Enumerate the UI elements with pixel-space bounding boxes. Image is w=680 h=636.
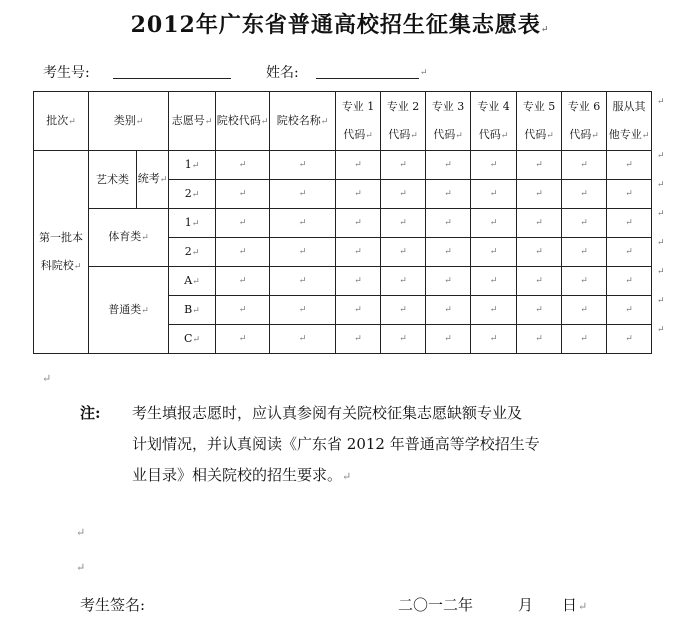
input-cell[interactable]: ↵ [216,151,270,180]
date-day: 日 [562,596,578,614]
category-general: 普通类↵ [89,267,169,354]
input-cell[interactable]: ↵ [562,325,607,354]
input-cell[interactable]: ↵ [336,325,381,354]
input-cell[interactable]: ↵ [270,180,336,209]
row-end-mark: ↵ [657,180,665,190]
input-cell[interactable]: ↵ [336,151,381,180]
input-cell[interactable]: ↵ [517,180,562,209]
input-cell[interactable]: ↵ [562,180,607,209]
date-month: 月 [518,596,534,614]
input-cell[interactable]: ↵ [216,180,270,209]
input-cell[interactable]: ↵ [270,296,336,325]
choice-number: 2↵ [169,238,216,267]
input-cell[interactable]: ↵ [270,325,336,354]
row-end-mark: ↵ [657,238,665,248]
header-choice-no: 志愿号↵ [169,92,216,151]
input-cell[interactable]: ↵ [336,180,381,209]
table-row [34,209,652,238]
input-cell[interactable]: ↵ [336,209,381,238]
input-cell[interactable]: ↵ [336,267,381,296]
choice-number: C↵ [169,325,216,354]
input-cell[interactable]: ↵ [517,238,562,267]
input-cell[interactable]: ↵ [336,238,381,267]
application-table [33,91,652,354]
input-cell[interactable]: ↵ [270,209,336,238]
input-cell[interactable]: ↵ [381,238,426,267]
header-major-1: 专业 1 代码↵ [336,92,381,151]
input-cell[interactable]: ↵ [562,151,607,180]
paragraph-mark: ↵ [420,68,428,78]
header-school-code: 院校代码↵ [216,92,270,151]
paragraph-mark: ↵ [578,600,588,613]
header-major-2: 专业 2 代码↵ [381,92,426,151]
note-label: 注: [80,404,101,422]
paragraph-mark: ↵ [42,372,52,385]
category-art-sub: 统考↵ [137,151,169,209]
name-field[interactable] [316,78,419,79]
category-art: 艺术类 [89,151,137,209]
input-cell[interactable]: ↵ [426,238,471,267]
row-end-mark: ↵ [657,325,665,335]
input-cell[interactable]: ↵ [426,325,471,354]
input-cell[interactable]: ↵ [562,267,607,296]
paragraph-mark: ↵ [76,526,86,539]
table-header-row [34,92,652,151]
row-end-mark: ↵ [657,97,665,107]
input-cell[interactable]: ↵ [607,238,652,267]
input-cell[interactable]: ↵ [471,151,517,180]
input-cell[interactable]: ↵ [426,296,471,325]
form-title: 2012年广东省普通高校招生征集志愿表↵ [130,12,550,38]
table-row [34,267,652,296]
input-cell[interactable]: ↵ [471,209,517,238]
input-cell[interactable]: ↵ [381,325,426,354]
category-sports: 体育类↵ [89,209,169,267]
input-cell[interactable]: ↵ [471,325,517,354]
input-cell[interactable]: ↵ [270,267,336,296]
header-category: 类别↵ [89,92,169,151]
row-end-mark: ↵ [657,296,665,306]
name-label: 姓名: [266,65,299,81]
choice-number: B↵ [169,296,216,325]
header-major-6: 专业 6 代码↵ [562,92,607,151]
note-line: 计划情况，并认真阅读《广东省 2012 年普通高等学校招生专 [132,435,540,453]
input-cell[interactable]: ↵ [562,238,607,267]
table-row [34,151,652,180]
exam-number-field[interactable] [113,78,231,79]
row-end-mark: ↵ [657,267,665,277]
input-cell[interactable]: ↵ [381,180,426,209]
input-cell[interactable]: ↵ [216,238,270,267]
input-cell[interactable]: ↵ [336,296,381,325]
input-cell[interactable]: ↵ [381,151,426,180]
header-major-4: 专业 4 代码↵ [471,92,517,151]
input-cell[interactable]: ↵ [517,296,562,325]
input-cell[interactable]: ↵ [216,267,270,296]
input-cell[interactable]: ↵ [216,296,270,325]
input-cell[interactable]: ↵ [270,151,336,180]
input-cell[interactable]: ↵ [381,209,426,238]
choice-number: 1↵ [169,151,216,180]
input-cell[interactable]: ↵ [562,296,607,325]
header-school-name: 院校名称↵ [270,92,336,151]
input-cell[interactable]: ↵ [471,267,517,296]
input-cell[interactable]: ↵ [471,296,517,325]
paragraph-mark: ↵ [76,561,86,574]
input-cell[interactable]: ↵ [270,238,336,267]
input-cell[interactable]: ↵ [607,151,652,180]
header-batch: 批次↵ [34,92,89,151]
header-major-3: 专业 3 代码↵ [426,92,471,151]
row-end-mark: ↵ [657,209,665,219]
input-cell[interactable]: ↵ [381,267,426,296]
input-cell[interactable]: ↵ [216,209,270,238]
header-obey-other: 服从其 他专业↵ [607,92,652,151]
batch-cell: 第一批本 科院校↵ [34,151,89,354]
input-cell[interactable]: ↵ [426,180,471,209]
header-major-5: 专业 5 代码↵ [517,92,562,151]
input-cell[interactable]: ↵ [426,267,471,296]
exam-number-label: 考生号: [43,65,90,81]
input-cell[interactable]: ↵ [517,209,562,238]
input-cell[interactable]: ↵ [471,238,517,267]
input-cell[interactable]: ↵ [426,209,471,238]
input-cell[interactable]: ↵ [517,151,562,180]
note-line: 考生填报志愿时，应认真参阅有关院校征集志愿缺额专业及 [132,404,523,422]
choice-number: A↵ [169,267,216,296]
input-cell[interactable]: ↵ [517,325,562,354]
input-cell[interactable]: ↵ [607,180,652,209]
input-cell[interactable]: ↵ [607,209,652,238]
input-cell[interactable]: ↵ [517,267,562,296]
note-body [132,398,632,492]
input-cell[interactable]: ↵ [607,267,652,296]
input-cell[interactable]: ↵ [381,296,426,325]
input-cell[interactable]: ↵ [562,209,607,238]
note-line: 业目录》相关院校的招生要求。↵ [132,466,352,484]
row-end-mark: ↵ [657,151,665,161]
choice-number: 1↵ [169,209,216,238]
input-cell[interactable]: ↵ [607,325,652,354]
input-cell[interactable]: ↵ [426,151,471,180]
input-cell[interactable]: ↵ [471,180,517,209]
date-year: 二〇一二年 [398,596,474,614]
input-cell[interactable]: ↵ [607,296,652,325]
choice-number: 2↵ [169,180,216,209]
signature-label: 考生签名: [80,596,146,614]
input-cell[interactable]: ↵ [216,325,270,354]
